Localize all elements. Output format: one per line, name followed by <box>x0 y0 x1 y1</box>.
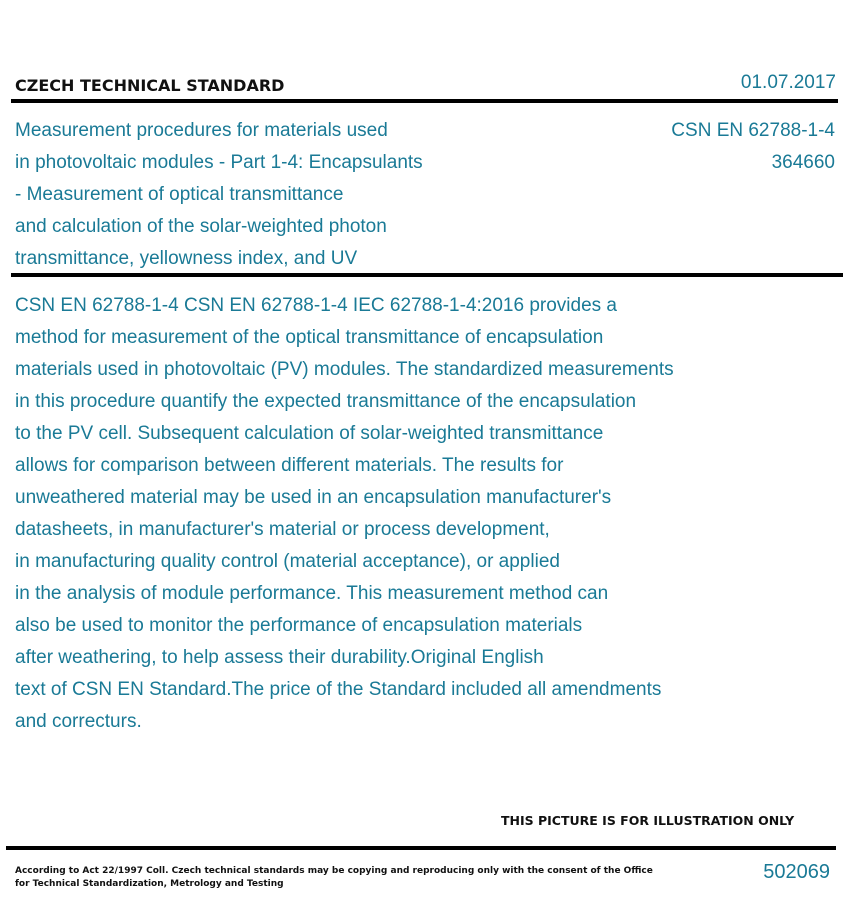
legal-notice <box>15 865 653 891</box>
standard-description <box>15 290 815 738</box>
legal-notice-line: for Technical Standardization, Metrology and Testing <box>15 879 284 889</box>
document-type-label: CZECH TECHNICAL STANDARD <box>15 76 285 95</box>
description-line: after weathering, to help assess their durability.Original English <box>15 647 544 668</box>
header-divider <box>11 99 838 103</box>
standard-title <box>15 115 575 275</box>
description-line: text of CSN EN Standard.The price of the Standard included all amendments <box>15 679 662 700</box>
description-line: method for measurement of the optical transmittance of encapsulation <box>15 327 604 348</box>
legal-notice-line: According to Act 22/1997 Coll. Czech technical standards may be copying and reproducing only with the consent of the Office <box>15 866 653 876</box>
description-line: datasheets, in manufacturer's material or process development, <box>15 519 550 540</box>
description-line: to the PV cell. Subsequent calculation of solar-weighted transmittance <box>15 423 604 444</box>
description-line: unweathered material may be used in an encapsulation manufacturer's <box>15 487 612 508</box>
description-line: also be used to monitor the performance of encapsulation materials <box>15 615 583 636</box>
description-line: allows for comparison between different materials. The results for <box>15 455 564 476</box>
footer-divider <box>6 846 836 850</box>
illustration-disclaimer: THIS PICTURE IS FOR ILLUSTRATION ONLY <box>501 813 795 828</box>
title-line: Measurement procedures for materials used <box>15 120 388 141</box>
standard-code: CSN EN 62788-1-4 <box>671 120 835 141</box>
document-id: 502069 <box>763 861 830 883</box>
title-line: transmittance, yellowness index, and UV <box>15 248 358 269</box>
description-line: materials used in photovoltaic (PV) modules. The standardized measurements <box>15 359 674 380</box>
title-divider <box>11 273 843 277</box>
title-line: and calculation of the solar-weighted photon <box>15 216 387 237</box>
title-line: in photovoltaic modules - Part 1-4: Encapsulants <box>15 152 423 173</box>
catalog-number: 364660 <box>771 152 835 173</box>
description-line: in manufacturing quality control (material acceptance), or applied <box>15 551 560 572</box>
description-line: and correcturs. <box>15 711 142 732</box>
description-line: in the analysis of module performance. This measurement method can <box>15 583 609 604</box>
description-line: in this procedure quantify the expected transmittance of the encapsulation <box>15 391 637 412</box>
standard-identifiers <box>671 115 835 179</box>
publication-date: 01.07.2017 <box>740 72 836 93</box>
title-line: - Measurement of optical transmittance <box>15 184 344 205</box>
description-line: CSN EN 62788-1-4 CSN EN 62788-1-4 IEC 62788-1-4:2016 provides a <box>15 295 617 316</box>
